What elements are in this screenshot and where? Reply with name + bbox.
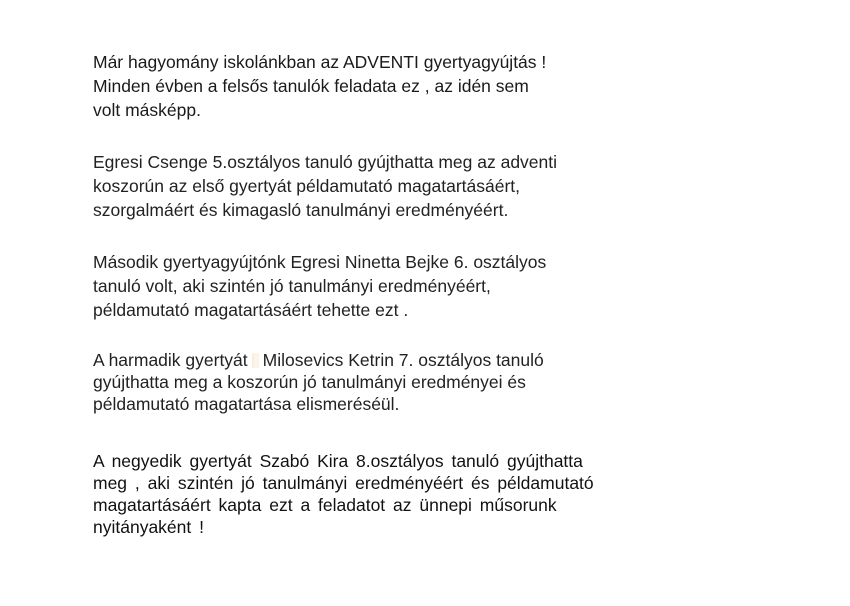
paragraph-second-candle xyxy=(93,250,546,322)
text-line: magatartásáért kapta ezt a feladatot az ünnepi műsorunk xyxy=(93,495,557,515)
text-fragment: Milosevics Ketrin 7. osztályos tanuló xyxy=(262,350,544,370)
text-line: A negyedik gyertyát Szabó Kira 8.osztályos tanuló gyújthatta xyxy=(93,451,583,471)
text-line: példamutató magatartásáért tehette ezt . xyxy=(93,300,409,320)
paragraph-tradition xyxy=(93,50,546,122)
text-line: Minden évben a felsős tanulók feladata ez , az idén sem xyxy=(93,76,529,96)
text-line: meg , aki szintén jó tanulmányi eredményéért és példamutató xyxy=(93,473,594,493)
text-line: volt másképp. xyxy=(93,100,201,120)
text-line: példamutató magatartása elismeréséül. xyxy=(93,394,400,414)
text-line: koszorún az első gyertyát példamutató magatartásáért, xyxy=(93,176,521,196)
text-line: gyújthatta meg a koszorún jó tanulmányi eredményei és xyxy=(93,372,526,392)
text-line: Már hagyomány iskolánkban az ADVENTI gyertyagyújtás ! xyxy=(93,52,547,72)
text-line: Egresi Csenge 5.osztályos tanuló gyújthatta meg az adventi xyxy=(93,152,558,172)
candle-smudge-icon xyxy=(252,353,259,368)
text-fragment: A harmadik gyertyát xyxy=(93,350,248,370)
text-line xyxy=(93,349,544,371)
text-line: szorgalmáért és kimagasló tanulmányi eredményéért. xyxy=(93,200,509,220)
text-line: nyitányaként ! xyxy=(93,517,204,537)
paragraph-fourth-candle xyxy=(93,450,594,538)
paragraph-first-candle xyxy=(93,150,557,222)
text-line: tanuló volt, aki szintén jó tanulmányi eredményéért, xyxy=(93,276,491,296)
paragraph-third-candle xyxy=(93,349,544,415)
text-line: Második gyertyagyújtónk Egresi Ninetta Bejke 6. osztályos xyxy=(93,252,547,272)
